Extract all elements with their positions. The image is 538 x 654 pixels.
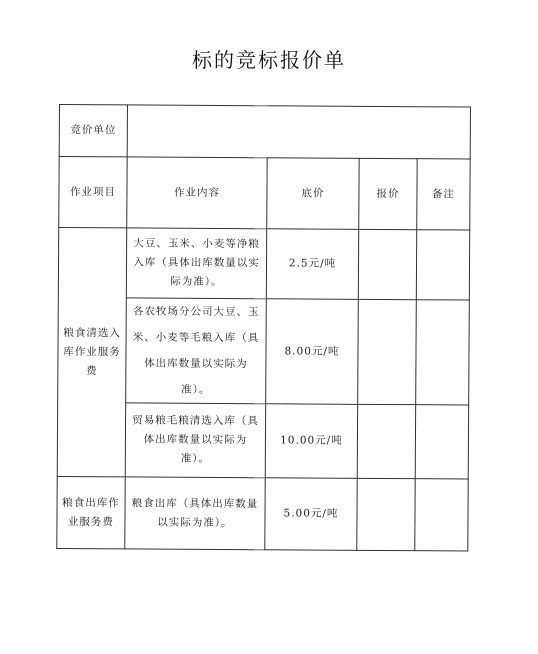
item-content-cell: 各农牧场分公司大豆、玉米、小麦等毛粮入库（具体出库数量以实际为准）。 — [126, 298, 267, 404]
remarks-cell[interactable] — [416, 230, 469, 300]
header-base-price: 底价 — [267, 158, 359, 230]
remarks-cell[interactable] — [415, 405, 468, 479]
quote-table — [56, 104, 471, 552]
bidder-row — [59, 105, 470, 160]
bidder-label: 竞价单位 — [59, 105, 127, 157]
item-content-cell: 贸易粮毛粮清选入库（具体出库数量以实际为准）。 — [125, 403, 265, 478]
remarks-cell[interactable] — [415, 479, 468, 551]
base-price-cell: 2.5元/吨 — [266, 229, 358, 300]
header-quote: 报价 — [359, 158, 417, 229]
quote-input-cell[interactable] — [357, 478, 415, 550]
remarks-cell[interactable] — [416, 300, 470, 405]
quote-input-cell[interactable] — [357, 404, 415, 478]
table-row — [57, 476, 468, 551]
quote-input-cell[interactable] — [358, 229, 416, 299]
item-content-cell: 大豆、玉米、小麦等净粮入库（具体出库数量以实际为准）。 — [126, 228, 266, 299]
table-row — [58, 228, 469, 301]
base-price-cell: 10.00元/吨 — [265, 404, 357, 479]
page-title: 标的竞标报价单 — [192, 48, 346, 72]
group-project-cell: 粮食出库作业服务费 — [57, 476, 125, 548]
base-price-cell: 8.00元/吨 — [266, 299, 359, 405]
group-project-cell: 粮食清选入库作业服务费 — [57, 228, 127, 477]
bidder-value-field[interactable] — [127, 105, 470, 159]
header-remarks: 备注 — [417, 159, 470, 230]
base-price-cell: 5.00元/吨 — [265, 478, 357, 551]
header-row — [59, 157, 470, 231]
header-project: 作业项目 — [59, 157, 127, 228]
header-content: 作业内容 — [127, 157, 267, 229]
item-content-cell: 粮食出库（具体出库数量以实际为准）。 — [125, 477, 265, 550]
quote-input-cell[interactable] — [358, 299, 417, 404]
